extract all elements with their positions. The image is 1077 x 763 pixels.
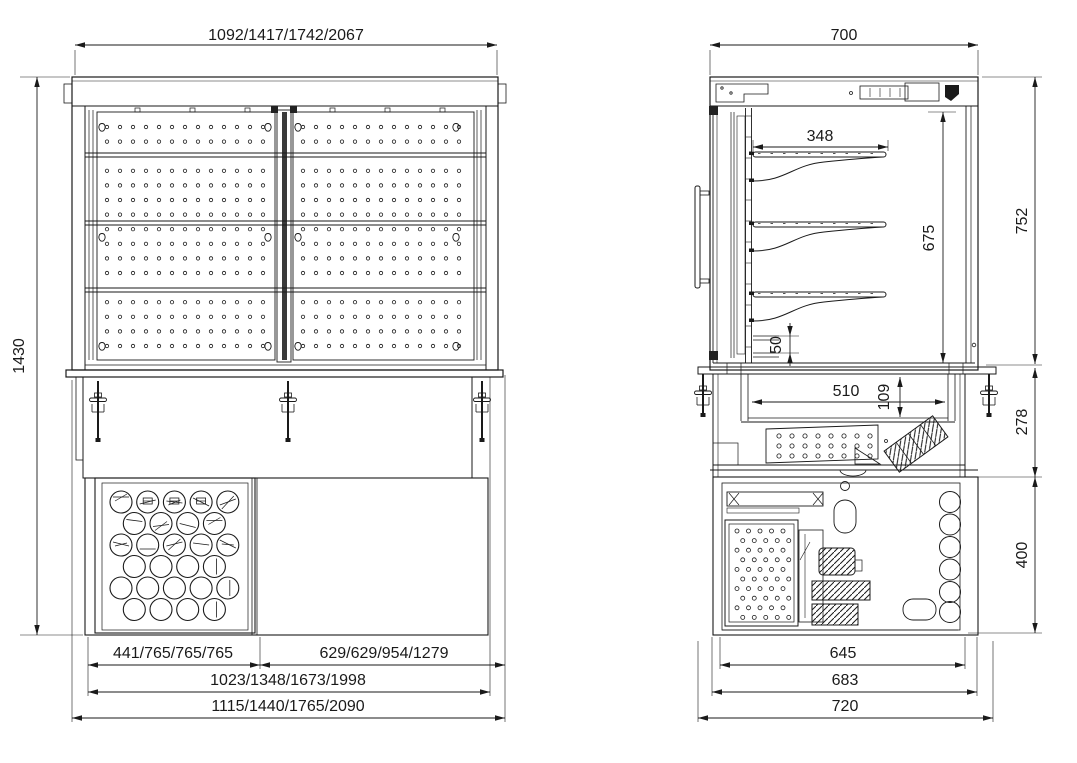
shelf <box>749 292 886 323</box>
perforated-panel-left <box>97 112 275 360</box>
canopy-bracket <box>716 84 768 102</box>
keyhole-hanger <box>453 343 459 351</box>
dim-overall-height-label: 1430 <box>11 338 28 374</box>
condenser <box>725 520 798 626</box>
dim-well-depth-label: 109 <box>876 383 893 411</box>
keyhole-hanger <box>265 124 271 132</box>
front-ventilation-grille <box>95 478 255 633</box>
fixing-clamps <box>90 381 491 442</box>
well-housing <box>83 377 472 478</box>
dim-base-right-width-label: 629/629/954/1279 <box>319 645 449 662</box>
right-side-cap <box>498 84 506 103</box>
side-machinery-compartment <box>713 477 978 635</box>
side-door <box>695 106 745 363</box>
panel-perforations <box>99 124 461 351</box>
evaporator-plate <box>766 425 878 463</box>
side-well <box>695 363 998 477</box>
dim-shelf-pitch-label: 50 <box>768 336 785 354</box>
drain-slot <box>834 500 856 533</box>
keyhole-hanger <box>295 234 301 242</box>
dim-upper-height-label: 752 <box>1014 207 1031 235</box>
side-shelves <box>749 152 886 323</box>
dim-total-depth-label: 720 <box>831 698 859 715</box>
shelf <box>749 222 886 253</box>
keyhole-hanger <box>99 124 105 132</box>
compressor-body <box>812 581 870 600</box>
keyhole-hanger <box>99 234 105 242</box>
side-dimension-lines <box>698 42 1038 720</box>
keyhole-hanger <box>453 234 459 242</box>
dim-well-section-height-label: 278 <box>1014 408 1031 436</box>
dim-base-section-height-label: 400 <box>1014 541 1031 569</box>
door-hinge-top <box>709 106 718 115</box>
dim-total-width-label: 1115/1440/1765/2090 <box>211 698 365 715</box>
door-glass <box>731 112 734 358</box>
perforated-panel-right <box>293 112 474 360</box>
left-side-cap <box>64 84 72 103</box>
dim-base-depth-label: 683 <box>831 672 859 689</box>
dim-overall-depth-label: 700 <box>830 27 858 44</box>
keyhole-hanger <box>295 124 301 132</box>
keyhole-hanger <box>265 343 271 351</box>
front-base <box>76 377 491 635</box>
dim-inner-height-label: 675 <box>921 224 938 252</box>
rear-vent-holes <box>940 492 961 623</box>
keyhole-hanger <box>295 343 301 351</box>
fan-unit <box>884 416 948 472</box>
dim-base-inner-depth-label: 645 <box>829 645 857 662</box>
compressor-top <box>819 548 855 575</box>
keyhole-hanger <box>265 234 271 242</box>
front-worktop <box>66 370 503 377</box>
front-back-panels <box>85 106 486 365</box>
canopy-hinge-bracket <box>945 85 959 101</box>
dim-well-width-label: 510 <box>832 383 860 400</box>
grille-holes <box>110 491 239 621</box>
keyhole-hanger <box>99 343 105 351</box>
condenser-holes <box>735 529 791 619</box>
canopy-light-fixture <box>860 86 908 99</box>
front-dimension-lines <box>34 42 505 720</box>
keyhole-hanger <box>453 124 459 132</box>
side-view <box>695 27 1043 722</box>
dim-base-width-label: 1023/1348/1673/1998 <box>210 672 366 689</box>
evaporator-holes <box>777 434 872 458</box>
shelf <box>749 152 886 183</box>
door-hinge-bottom <box>709 351 718 360</box>
cable-slot <box>903 599 936 620</box>
door-handle <box>695 186 700 288</box>
compressor-base <box>812 604 858 625</box>
dim-overall-width-label: 1092/1417/1742/2067 <box>208 27 364 44</box>
front-view <box>11 27 506 722</box>
dim-base-left-width-label: 441/765/765/765 <box>112 645 234 662</box>
dim-shelf-depth-label: 348 <box>806 128 834 145</box>
mounting-rail <box>727 492 823 506</box>
